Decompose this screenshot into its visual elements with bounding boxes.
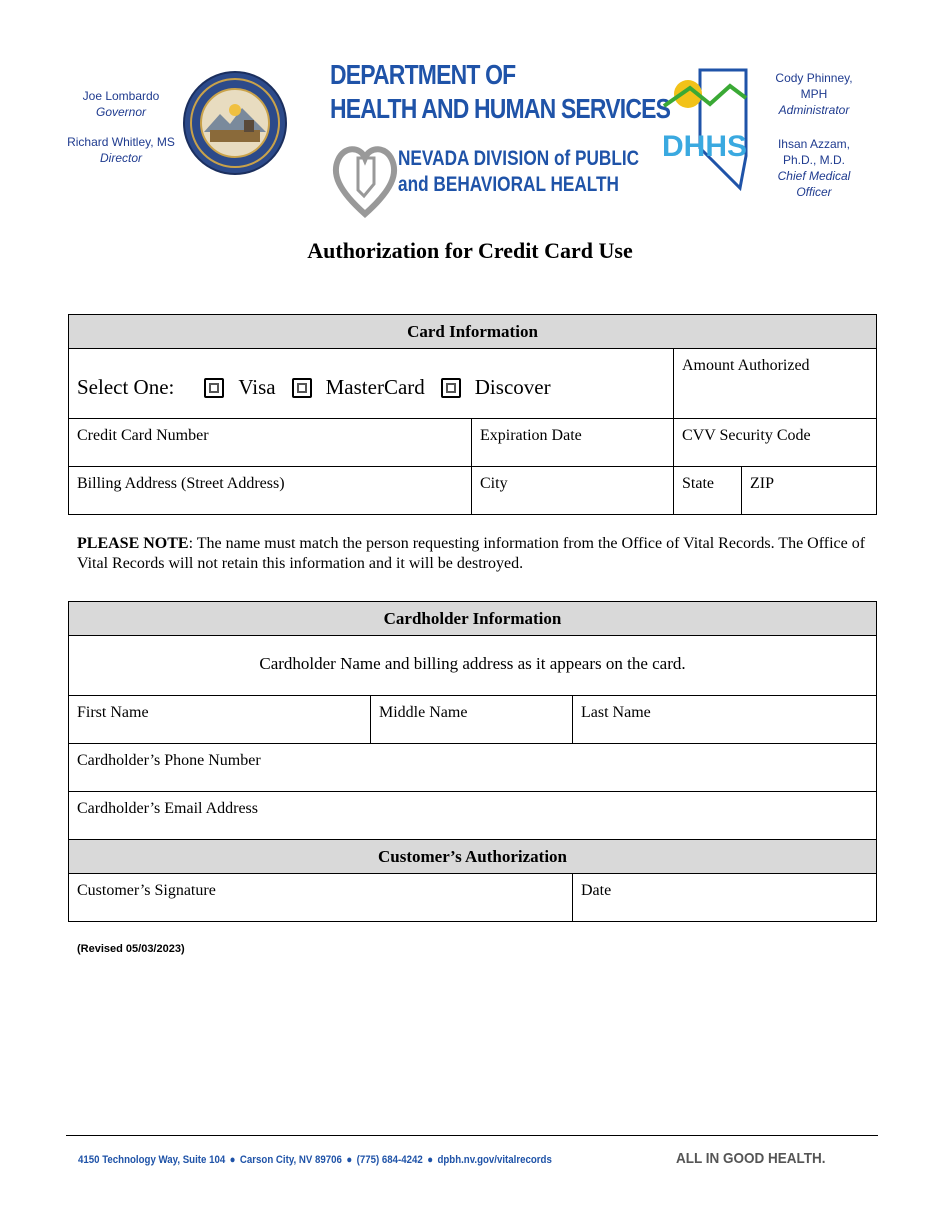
bullet-icon: ●: [346, 1154, 353, 1166]
city-label: City: [480, 475, 508, 492]
footer-contact: [78, 1154, 552, 1166]
footer-website[interactable]: dpbh.nv.gov/vitalrecords: [437, 1154, 552, 1166]
footer-city: Carson City, NV 89706: [239, 1154, 342, 1166]
zip-label: ZIP: [750, 475, 774, 492]
bullet-icon: ●: [229, 1154, 236, 1166]
expiration-date-label: Expiration Date: [480, 427, 582, 444]
footer-phone: (775) 684-4242: [356, 1154, 423, 1166]
signature-date-label: Date: [581, 882, 612, 899]
credit-card-number-field[interactable]: [69, 419, 472, 467]
discover-checkbox[interactable]: [441, 378, 461, 398]
official-name: Joe Lombardo: [82, 89, 160, 103]
department-line2: HEALTH AND HUMAN SERVICES: [330, 93, 671, 124]
billing-address-label: Billing Address (Street Address): [77, 475, 285, 492]
revision-date: (Revised 05/03/2023): [77, 943, 185, 955]
first-name-label: First Name: [77, 704, 149, 721]
cvv-label: CVV Security Code: [682, 427, 811, 444]
card-information-heading: Card Information: [69, 315, 877, 349]
official-role: Chief Medical Officer: [777, 169, 851, 199]
department-line1: DEPARTMENT OF: [330, 59, 516, 90]
select-one-label: Select One:: [77, 375, 175, 399]
mastercard-checkbox[interactable]: [292, 378, 312, 398]
left-officials: [66, 88, 176, 166]
official-name: Ihsan Azzam, Ph.D., M.D.: [777, 137, 851, 167]
card-information-table: [68, 314, 877, 515]
signature-date-field[interactable]: [573, 874, 877, 922]
official-name: Cody Phinney, MPH: [775, 71, 853, 101]
nevada-heart-icon: [330, 140, 400, 218]
middle-name-label: Middle Name: [379, 704, 468, 721]
footer-address: 4150 Technology Way, Suite 104: [78, 1154, 226, 1166]
email-address-field[interactable]: [69, 792, 877, 840]
expiration-date-field[interactable]: [472, 419, 674, 467]
right-officials: [762, 70, 866, 200]
cardholder-instruction: Cardholder Name and billing address as it appears on the card.: [69, 636, 877, 696]
svg-text:DHHS: DHHS: [662, 130, 748, 163]
visa-label: Visa: [238, 375, 276, 399]
billing-address-field[interactable]: [69, 467, 472, 515]
division-line2: and BEHAVIORAL HEALTH: [398, 173, 620, 196]
zip-field[interactable]: [742, 467, 877, 515]
customer-signature-label: Customer’s Signature: [77, 882, 216, 899]
first-name-field[interactable]: [69, 696, 371, 744]
cvv-field[interactable]: [674, 419, 877, 467]
card-type-cell: [69, 349, 674, 419]
email-address-label: Cardholder’s Email Address: [77, 800, 259, 817]
division-name: [398, 146, 639, 198]
mastercard-label: MasterCard: [325, 375, 425, 399]
dhhs-logo-icon: [660, 68, 750, 192]
official-role: Governor: [95, 105, 147, 119]
phone-number-label: Cardholder’s Phone Number: [77, 752, 261, 769]
amount-authorized-label: Amount Authorized: [682, 357, 810, 374]
credit-card-number-label: Credit Card Number: [77, 427, 209, 444]
customer-signature-field[interactable]: [69, 874, 573, 922]
cardholder-information-table: [68, 601, 877, 922]
last-name-field[interactable]: [573, 696, 877, 744]
official-name: Richard Whitley, MS: [67, 135, 175, 149]
please-note: [77, 534, 867, 574]
note-text: : The name must match the person requesting information from the Office of Vital Records. The Office of Vital Records will not retain this information and it will be destroyed.: [77, 535, 866, 572]
division-line1: NEVADA DIVISION of PUBLIC: [398, 147, 640, 170]
amount-authorized-field[interactable]: [674, 349, 877, 419]
visa-checkbox[interactable]: [204, 378, 224, 398]
middle-name-field[interactable]: [371, 696, 573, 744]
footer-divider: [66, 1135, 878, 1136]
official-role: Administrator: [778, 103, 850, 117]
city-field[interactable]: [472, 467, 674, 515]
footer-tagline: ALL IN GOOD HEALTH.: [676, 1150, 826, 1167]
discover-label: Discover: [474, 375, 551, 399]
cardholder-information-heading: Cardholder Information: [69, 602, 877, 636]
note-bold: PLEASE NOTE: [77, 535, 189, 552]
bullet-icon: ●: [427, 1154, 434, 1166]
state-label: State: [682, 475, 714, 492]
state-field[interactable]: [674, 467, 742, 515]
department-name: [330, 58, 671, 126]
last-name-label: Last Name: [581, 704, 651, 721]
page-title: Authorization for Credit Card Use: [307, 238, 633, 263]
phone-number-field[interactable]: [69, 744, 877, 792]
nevada-state-seal-icon: [182, 70, 288, 176]
official-role: Director: [99, 151, 142, 165]
customer-authorization-heading: Customer’s Authorization: [69, 840, 877, 874]
